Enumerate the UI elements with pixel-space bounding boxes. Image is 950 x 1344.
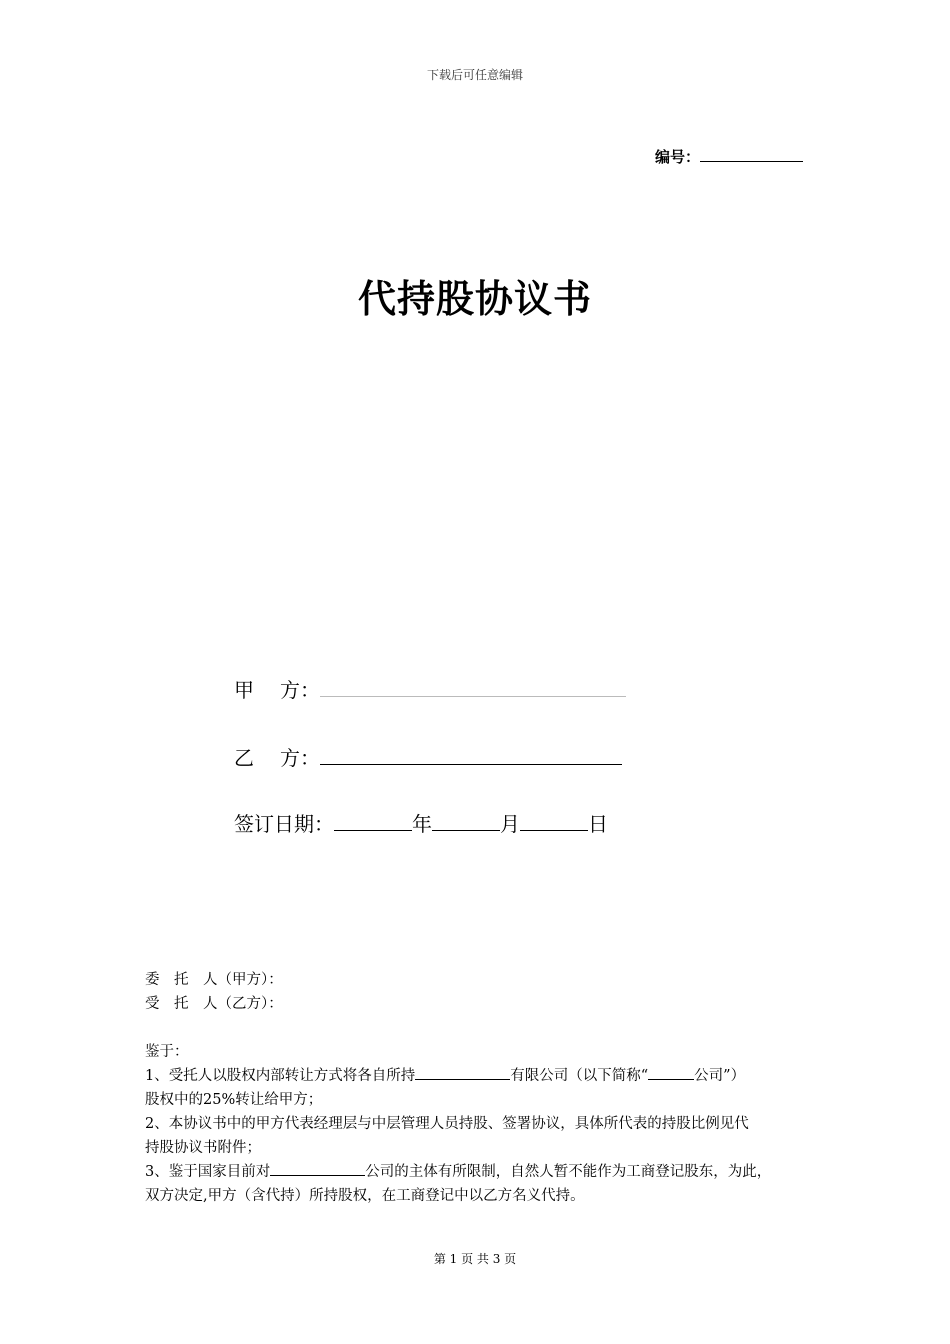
recital-item-1-cont: 股权中的25%转让给甲方； [145,1092,323,1108]
document-number-blank [700,160,803,162]
day-blank [520,829,588,831]
party-a-label-2: 方： [280,678,320,702]
recital-item-3-cont: 双方决定,甲方（含代持）所持股权，在工商登记中以乙方名义代持。 [145,1188,585,1204]
month-label: 月 [500,812,520,836]
party-a-blank [320,695,626,697]
company-blank-1 [415,1078,510,1080]
party-b-blank [320,763,622,765]
entrustor-a: 委 托 人（甲方）： [145,972,283,988]
document-number-label: 编号： [655,148,701,166]
year-label: 年 [412,812,432,836]
party-a-label-1: 甲 [234,678,254,702]
document-title: 代持股协议书 [357,277,592,321]
party-b-label-1: 乙 [234,746,254,770]
recital-item-2-cont: 持股协议书附件； [145,1140,261,1156]
page-footer: 第 1 页 共 3 页 [433,1252,517,1266]
party-b-label-2: 方： [280,746,320,770]
company-blank-2 [270,1174,365,1176]
recitals-intro: 鉴于： [145,1044,189,1060]
header-note: 下载后可任意编辑 [426,68,523,82]
year-blank [334,829,412,831]
sign-date-label: 签订日期： [234,812,334,836]
party-b-row [234,742,622,771]
company-short-blank [648,1078,694,1080]
entrustor-b: 受 托 人（乙方）： [145,996,283,1012]
sign-date-row [234,808,608,837]
month-blank [432,829,500,831]
document-number [655,146,803,167]
recital-item-3: 3、鉴于国家目前对 公司的主体有所限制，自然人暂不能作为工商登记股东，为此， [145,1164,772,1180]
recital-item-1: 1、受托人以股权内部转让方式将各自所持 有限公司（以下简称“ 公司”） [145,1068,746,1084]
party-a-row [234,674,626,703]
principals-block [145,968,815,1016]
day-label: 日 [588,812,608,836]
recitals-block [145,1040,815,1208]
recital-item-2: 2、本协议书中的甲方代表经理层与中层管理人员持股、签署协议，具体所代表的持股比例见代 [145,1116,749,1132]
